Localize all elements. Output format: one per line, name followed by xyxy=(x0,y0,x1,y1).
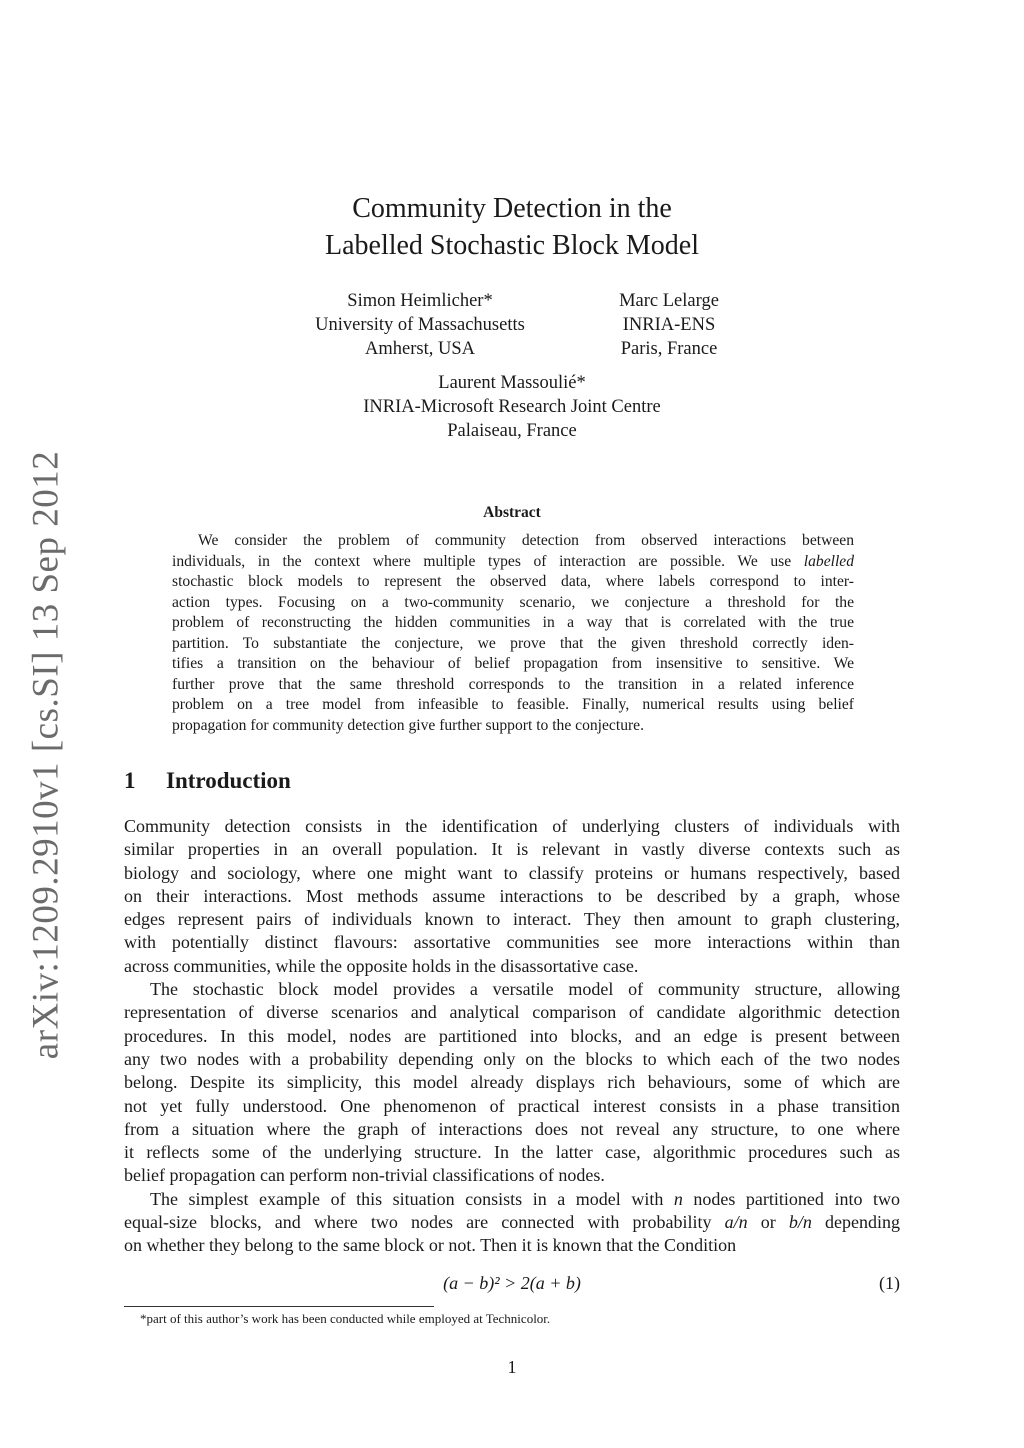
text-line xyxy=(124,1001,900,1024)
text-line xyxy=(124,1095,900,1118)
paragraph xyxy=(124,978,900,1188)
paragraph xyxy=(124,815,900,978)
text-line xyxy=(172,654,854,675)
author-block xyxy=(0,371,1024,443)
text-segment: with potentially distinct flavours: assortative communities see more interactions within than xyxy=(124,932,900,953)
text-line xyxy=(124,1071,900,1094)
text-segment: biology and sociology, where one might want to classify proteins or humans respectively, based xyxy=(124,862,900,883)
title-line: Community Detection in the xyxy=(352,193,672,224)
author-name: Simon Heimlicher* xyxy=(347,291,493,311)
text-segment: procedures. In this model, nodes are partitioned into blocks, and an edge is present between xyxy=(124,1025,900,1046)
section-heading xyxy=(124,768,291,794)
text-segment: on whether they belong to the same block or not. Then it is known that the Condition xyxy=(124,1235,737,1256)
abstract-body xyxy=(172,531,854,736)
text-line xyxy=(124,931,900,954)
text-segment: equal-size blocks, and where two nodes are connected with probability xyxy=(124,1212,725,1233)
text-line xyxy=(124,1234,900,1257)
equation-number: (1) xyxy=(879,1273,900,1293)
text-line xyxy=(124,1048,900,1071)
text-line xyxy=(172,695,854,716)
text-segment: problem of reconstructing the hidden communities in a way that is correlated with the true xyxy=(172,614,854,631)
text-line xyxy=(124,1211,900,1234)
body-text xyxy=(124,815,900,1258)
footnote: *part of this author’s work has been conducted while employed at Technicolor. xyxy=(140,1311,551,1326)
paragraph xyxy=(124,1188,900,1258)
text-line xyxy=(124,978,900,1001)
text-segment: partition. To substantiate the conjecture, we prove that the given threshold correctly iden- xyxy=(172,634,854,652)
text-segment: not yet fully understood. One phenomenon of practical interest consists in a phase transition xyxy=(124,1095,900,1116)
text-line xyxy=(124,815,900,838)
text-line xyxy=(172,716,854,737)
author-affiliation: University of Massachusetts xyxy=(315,315,525,335)
text-line xyxy=(124,1141,900,1164)
text-segment: further prove that the same threshold corresponds to the transition in a related inference xyxy=(172,675,854,693)
text-segment: action types. Focusing on a two-community scenario, we conjecture a threshold for the xyxy=(172,593,854,611)
page-number: 1 xyxy=(507,1357,517,1377)
math-text: n xyxy=(673,1188,683,1209)
author-name: Laurent Massoulié* xyxy=(438,373,586,393)
title-line: Labelled Stochastic Block Model xyxy=(324,230,700,261)
text-line xyxy=(124,1164,900,1187)
abstract-heading: Abstract xyxy=(483,504,541,521)
text-line xyxy=(124,885,900,908)
author-location: Amherst, USA xyxy=(365,339,475,359)
author-affiliation: INRIA-Microsoft Research Joint Centre xyxy=(363,397,661,417)
math-text: b/n xyxy=(788,1212,812,1233)
text-segment: on their interactions. Most methods assume interactions to be described by a graph, whose xyxy=(124,885,900,906)
text-segment: from a situation where the graph of interactions does not reveal any structure, to one where xyxy=(124,1118,900,1139)
author-affiliation: INRIA-ENS xyxy=(622,315,716,335)
text-line xyxy=(124,862,900,885)
paper-title xyxy=(0,190,1024,264)
text-segment: The simplest example of this situation consists in a model with xyxy=(150,1188,674,1209)
text-line xyxy=(124,908,900,931)
text-segment: stochastic block models to represent the observed data, where labels correspond to inter- xyxy=(172,573,854,590)
text-segment: across communities, while the opposite holds in the disassortative case. xyxy=(124,955,639,976)
text-segment: or xyxy=(747,1212,789,1233)
arxiv-identifier-sidebar: arXiv:1209.2910v1 [cs.SI] 13 Sep 2012 xyxy=(25,450,67,1060)
text-segment: belong. Despite its simplicity, this model already displays rich behaviours, some of which are xyxy=(124,1072,900,1093)
section-number: 1 xyxy=(124,768,136,793)
math-text: a/n xyxy=(724,1212,748,1233)
footnote-rule xyxy=(124,1306,434,1307)
author-location: Palaiseau, France xyxy=(447,421,577,441)
author-block xyxy=(569,289,769,361)
text-line xyxy=(172,572,854,593)
text-line xyxy=(124,1188,900,1211)
text-line xyxy=(172,634,854,655)
author-name: Marc Lelarge xyxy=(619,291,719,311)
text-segment: Community detection consists in the identification of underlying clusters of individuals with xyxy=(124,816,900,836)
text-segment: representation of diverse scenarios and analytical comparison of candidate algorithmic detection xyxy=(124,1002,900,1023)
author-location: Paris, France xyxy=(620,339,718,359)
text-line xyxy=(124,1025,900,1048)
math-text: labelled xyxy=(803,552,854,570)
text-segment: it reflects some of the underlying structure. In the latter case, algorithmic procedures such as xyxy=(124,1142,900,1163)
text-segment: The stochastic block model provides a versatile model of community structure, allowing xyxy=(150,979,900,1000)
text-segment: edges represent pairs of individuals known to interact. They then amount to graph clustering, xyxy=(124,909,900,930)
text-segment: We consider the problem of community detection from observed interactions between xyxy=(198,532,854,549)
equation: (a − b)² > 2(a + b) xyxy=(443,1273,581,1293)
text-line xyxy=(172,675,854,696)
text-segment: depending xyxy=(811,1212,900,1233)
text-line xyxy=(172,613,854,634)
author-block xyxy=(270,289,570,361)
text-segment: any two nodes with a probability depending only on the blocks to which each of the two nodes xyxy=(124,1048,900,1069)
text-line xyxy=(124,838,900,861)
text-segment: individuals, in the context where multiple types of interaction are possible. We use xyxy=(172,552,804,570)
text-line xyxy=(172,593,854,614)
text-segment: propagation for community detection give further support to the conjecture. xyxy=(172,716,645,734)
text-line xyxy=(124,955,900,978)
text-segment: belief propagation can perform non-trivial classifications of nodes. xyxy=(124,1165,605,1186)
text-line xyxy=(172,531,854,552)
text-segment: nodes partitioned into two xyxy=(682,1188,900,1209)
text-line xyxy=(172,552,854,573)
text-line xyxy=(124,1118,900,1141)
text-segment: similar properties in an overall population. It is relevant in vastly diverse contexts such as xyxy=(124,839,900,860)
section-title: Introduction xyxy=(166,768,291,793)
text-segment: problem on a tree model from infeasible to feasible. Finally, numerical results using belief xyxy=(172,696,854,713)
text-segment: tifies a transition on the behaviour of belief propagation from insensitive to sensitive. We xyxy=(172,655,854,672)
